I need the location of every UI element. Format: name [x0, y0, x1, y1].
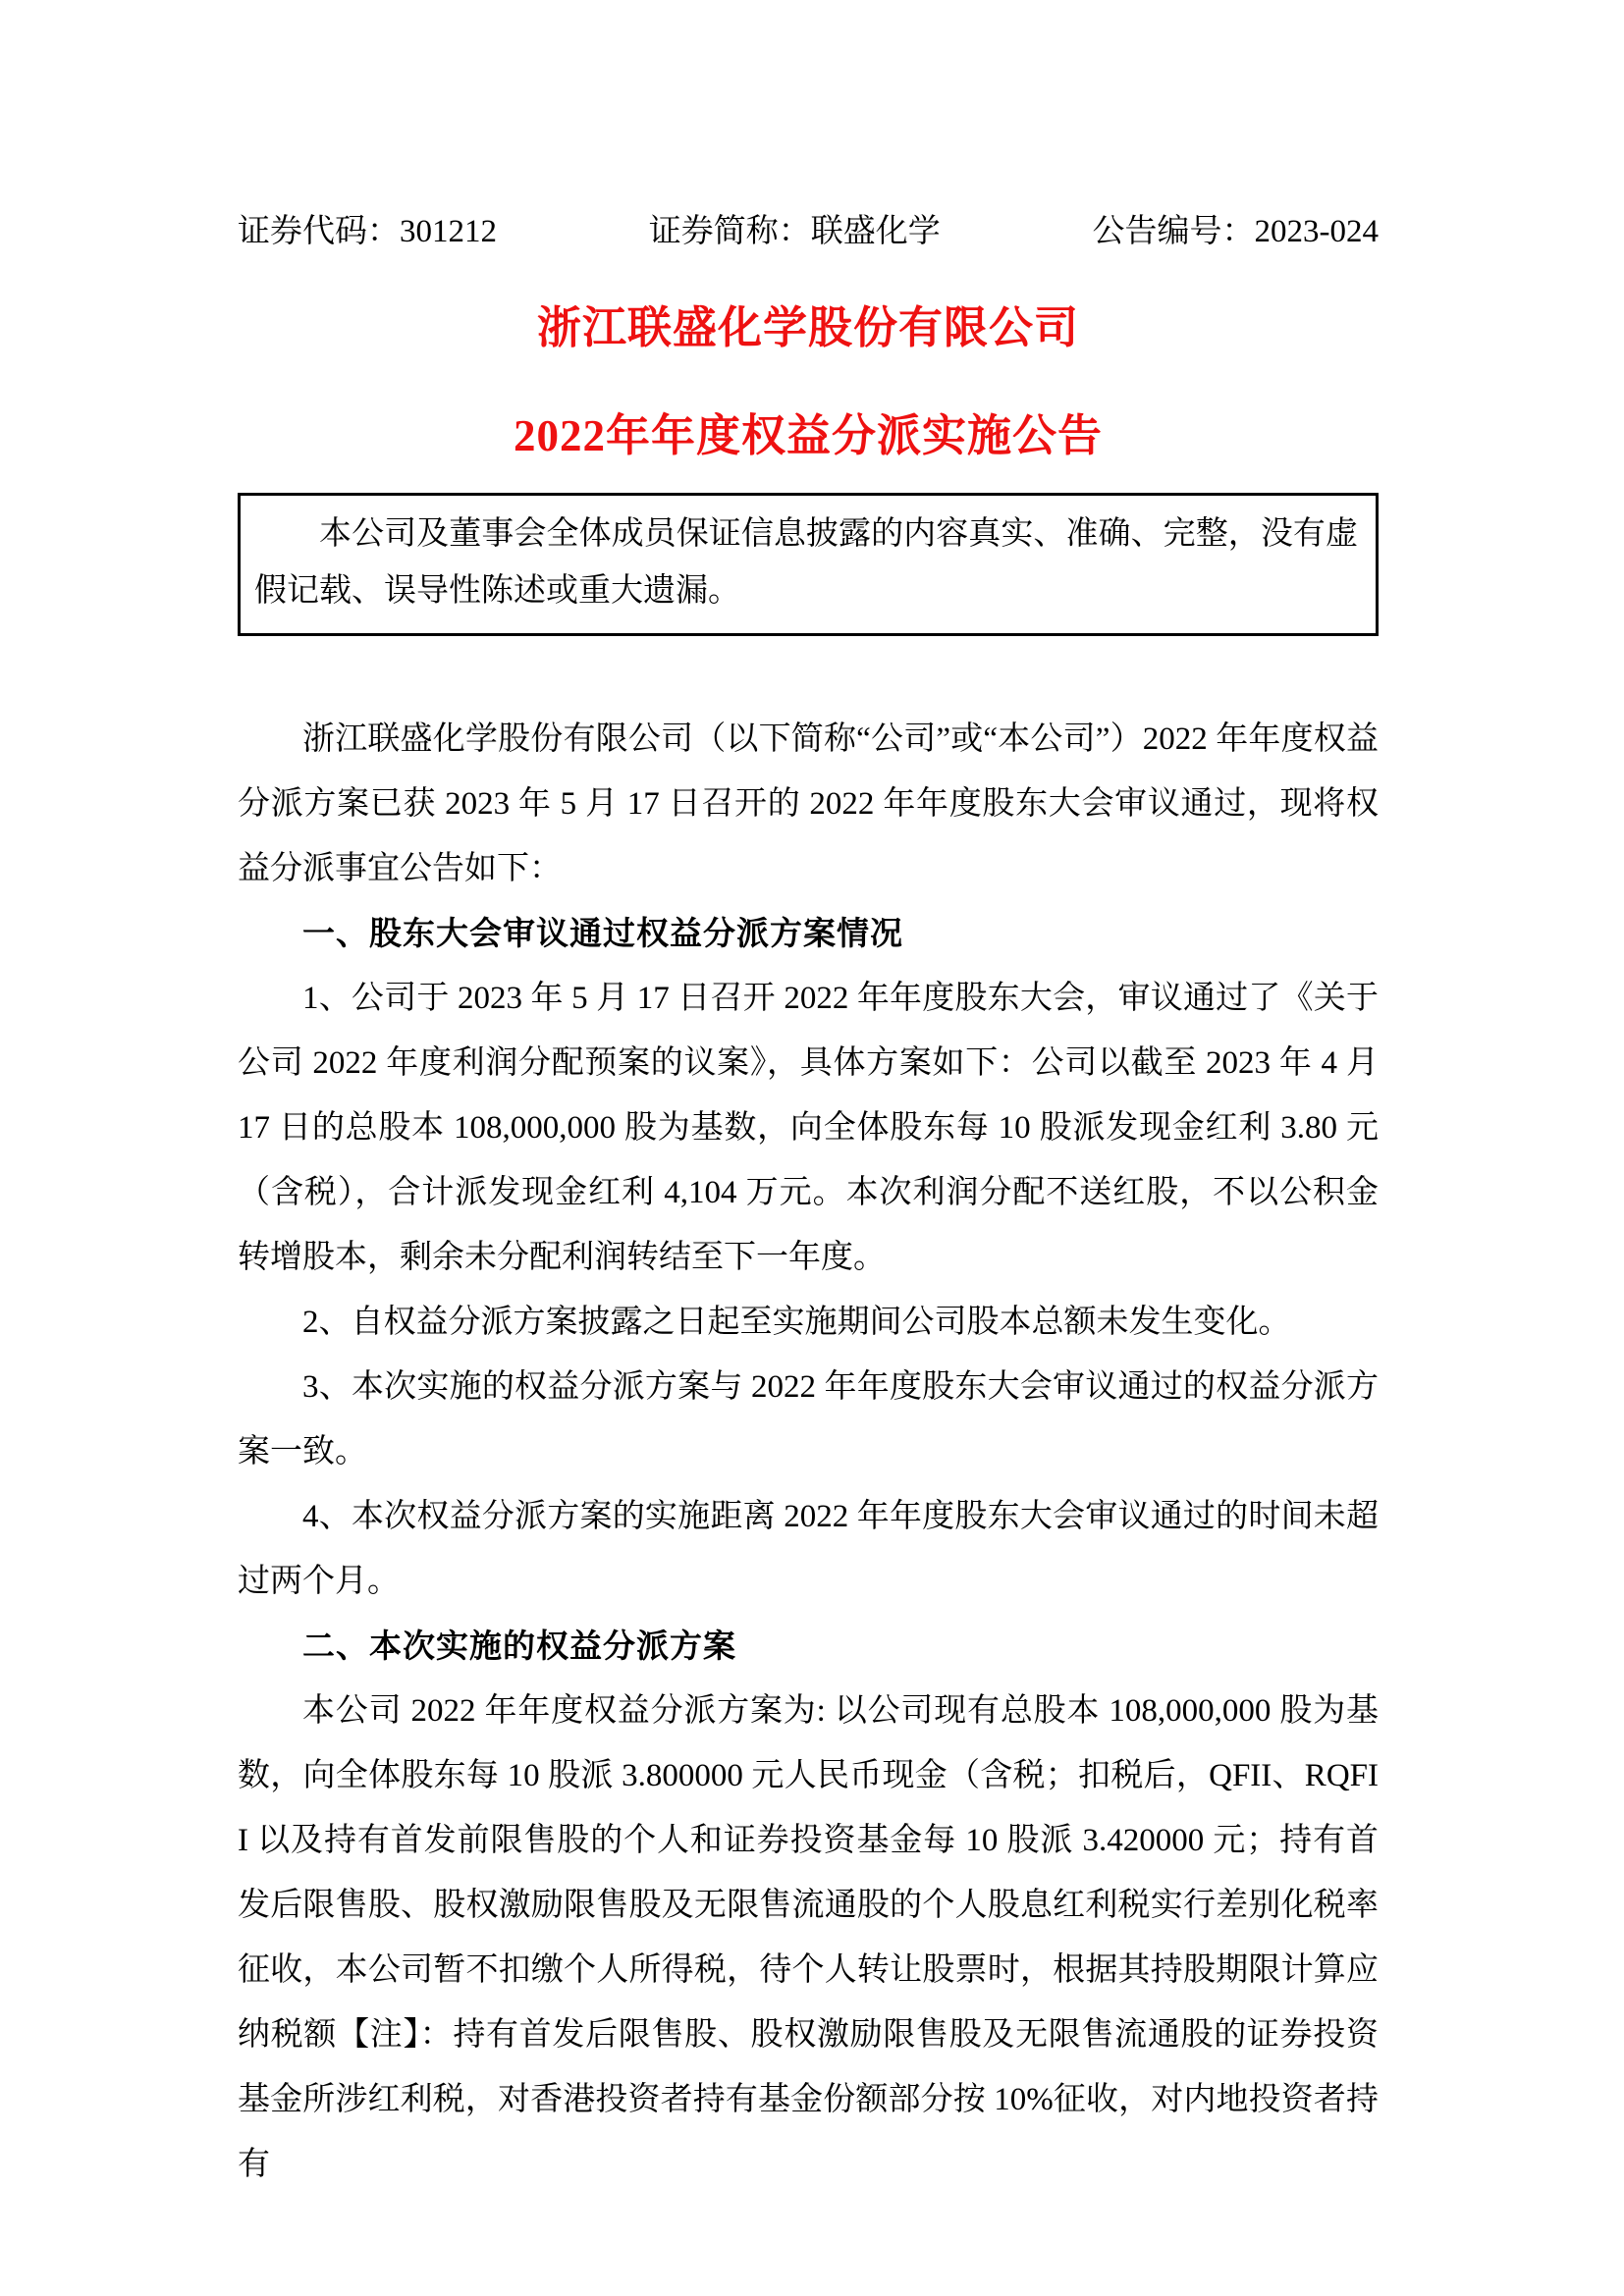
- paragraph: 本公司 2022 年年度权益分派方案为: 以公司现有总股本 108,000,000 股为基数，向全体股东每 10 股派 3.800000 元人民币现金（含税；扣税后，QFII、RQFII 以及持有首发前限售股的个人和证券投资基金每 10 股派 3.420000 元；持有首发后限售股、股权激励限售股及无限售流通股的个人股息红利税实行差别化税率征收，本公司暂不扣缴个人所得税，待个人转让股票时，根据其持股期限计算应纳税额【注】：持有首发后限售股、股权激励限售股及无限售流通股的证券投资基金所涉红利税，对香港投资者持有基金份额部分按 10%征收，对内地投资者持有: [238, 1693, 1379, 2182]
- disclosure-notice-text: 本公司及董事会全体成员保证信息披露的内容真实、准确、完整，没有虚假记载、误导性陈述或重大遗漏。: [254, 516, 1358, 609]
- paragraph: 4、本次权益分派方案的实施距离 2022 年年度股东大会审议通过的时间未超过两个月。: [238, 1499, 1379, 1599]
- paragraph: 2、自权益分派方案披露之日起至实施期间公司股本总额未发生变化。: [302, 1305, 1291, 1340]
- announcement-number: 公告编号：2023-024: [1092, 214, 1379, 249]
- paragraph: 3、本次实施的权益分派方案与 2022 年年度股东大会审议通过的权益分派方案一致。: [238, 1369, 1379, 1469]
- document-content: [238, 210, 1379, 2197]
- section-heading: 二、本次实施的权益分派方案: [302, 1628, 736, 1664]
- document-header: [238, 210, 1379, 253]
- paragraph: 浙江联盛化学股份有限公司（以下简称“公司”或“本公司”）2022 年年度权益分派方案已获 2023 年 5 月 17 日召开的 2022 年年度股东大会审议通过，现将权益分派事宜公告如下：: [238, 721, 1379, 886]
- stock-abbr: 证券简称：联盛化学: [648, 214, 941, 249]
- page-subtitle: 2022年年度权益分派实施公告: [513, 411, 1103, 460]
- disclosure-notice-box: [238, 493, 1379, 636]
- stock-code: 证券代码：301212: [238, 214, 497, 249]
- section-heading: 一、股东大会审议通过权益分派方案情况: [302, 915, 903, 951]
- document-body: [238, 707, 1379, 2197]
- paragraph: 1、公司于 2023 年 5 月 17 日召开 2022 年年度股东大会，审议通过了《关于公司 2022 年度利润分配预案的议案》，具体方案如下：公司以截至 2023 年 4 月 17 日的总股本 108,000,000 股为基数，向全体股东每 10 股派发现金红利 3.80 元（含税），合计派发现金红利 4,104 万元。本次利润分配不送红股，不以公积金转增股本，剩余未分配利润转结至下一年度。: [238, 981, 1379, 1275]
- page-title: 浙江联盛化学股份有限公司: [536, 303, 1079, 352]
